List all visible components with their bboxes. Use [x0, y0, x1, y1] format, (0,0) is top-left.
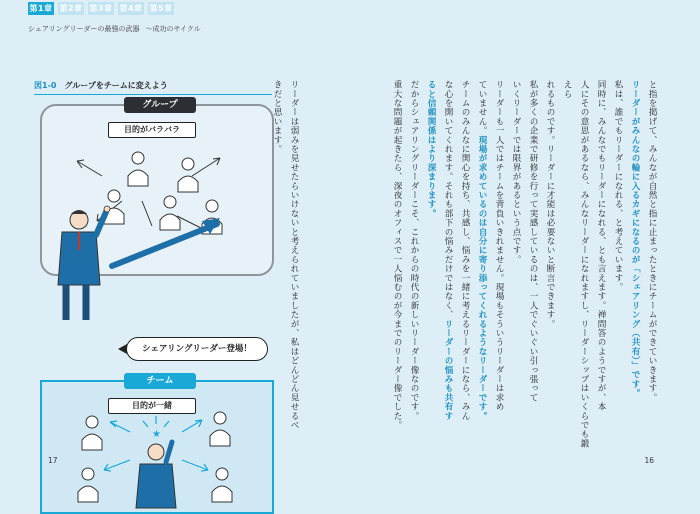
left-page-text [262, 80, 302, 450]
body-line [456, 80, 473, 450]
body-text: ていません。 [477, 80, 487, 136]
body-text: 重大な問題が起きたら、深夜のオフィスで一人悩むのが今までのリーダー像でした。 [392, 80, 402, 430]
left-text-line: リーダーは弱みを見せたらいけないと考えられていましたが、私はどんどん見せるべ [289, 80, 299, 430]
body-text: いくリーダーでは限界があるという点です。 [511, 80, 521, 264]
body-text: 私は、誰でもリーダーになれる、と考えています。 [613, 80, 623, 292]
team-label: チーム [124, 373, 196, 389]
chapter-tab-4[interactable]: 第4章 [119, 4, 143, 13]
body-line [439, 80, 456, 450]
running-head-subtitle: 〜成功のサイクル [145, 25, 201, 33]
body-text: な心を開いてくれます。それも部下の悩みだけではなく、 [443, 80, 453, 320]
body-line [388, 80, 405, 450]
page-number-left: 17 [48, 456, 58, 465]
right-page-text [330, 80, 660, 450]
running-head-title: シェアリングリーダーの最強の武器 [28, 25, 140, 33]
figure-title: グループをチームに変えよう [64, 81, 168, 90]
body-text: 私が多くの企業で研修を行って実感しているのは、一人でぐいぐい引っ張って [528, 80, 538, 402]
highlighted-text: リーダーの悩みも共有す [443, 319, 453, 421]
left-text-line: きだと思います。 [272, 80, 282, 154]
highlighted-text: リーダーがみんなの輪に入るカギになるのが「シェアリング（共有）」です。 [630, 80, 640, 398]
body-line [490, 80, 507, 450]
body-text: れるものです。リーダーに才能は必要ないと断言できます。 [545, 80, 555, 329]
highlighted-text: ると信頼関係はより深まります。 [426, 80, 436, 218]
body-text: リーダーも一人ではチームを背負いきれません。現場もそういうリーダーは求め [494, 80, 504, 412]
body-line [422, 80, 439, 450]
body-text: チームのみんなに関心を持ち、共感し、悩みを一緒に考えるリーダーになら、みん [460, 80, 470, 421]
body-line [609, 80, 626, 450]
running-head [28, 24, 201, 34]
body-text: 人にその意思があるなら、みんなリーダーになれますし、リーダーシップはいくらでも鍛えら [562, 80, 589, 448]
group-note: 目的がバラバラ [108, 122, 196, 138]
svg-text:★: ★ [152, 429, 161, 440]
chapter-tab-5[interactable]: 第5章 [149, 4, 173, 13]
highlighted-text: 現場が求めているのは自分に寄り添ってくれるようなリーダーです。 [477, 135, 487, 421]
body-text: だからシェアリングリーダーこそ、これからの時代の新しいリーダー像なのです。 [409, 80, 419, 421]
leader-callout: シェアリングリーダー登場！ [126, 337, 268, 361]
team-panel [40, 376, 274, 514]
page-number-right: 16 [644, 456, 654, 465]
body-text: 同時に、みんなでもリーダーになれる、とも言えます。禅問答のようですが、本 [596, 80, 606, 412]
chapter-tab-2[interactable]: 第2章 [59, 4, 83, 13]
figure-number: 図1-0 [34, 81, 57, 90]
body-line [507, 80, 524, 450]
body-text: と指を掲げて、みんなが自然と指に止まったときにチームができていきます。 [647, 80, 657, 402]
body-line [558, 80, 592, 450]
chapter-tabs [28, 2, 174, 15]
body-line [592, 80, 609, 450]
body-line [626, 80, 643, 450]
body-line [473, 80, 490, 450]
chapter-tab-3[interactable]: 第3章 [89, 4, 113, 13]
chapter-tab-1[interactable]: 第1章 [29, 4, 53, 13]
body-line [643, 80, 660, 450]
team-note: 目的が一緒 [108, 398, 196, 414]
group-label: グループ [124, 97, 196, 113]
body-line [405, 80, 422, 450]
body-line [541, 80, 558, 450]
body-line [524, 80, 541, 450]
figure [34, 80, 272, 450]
